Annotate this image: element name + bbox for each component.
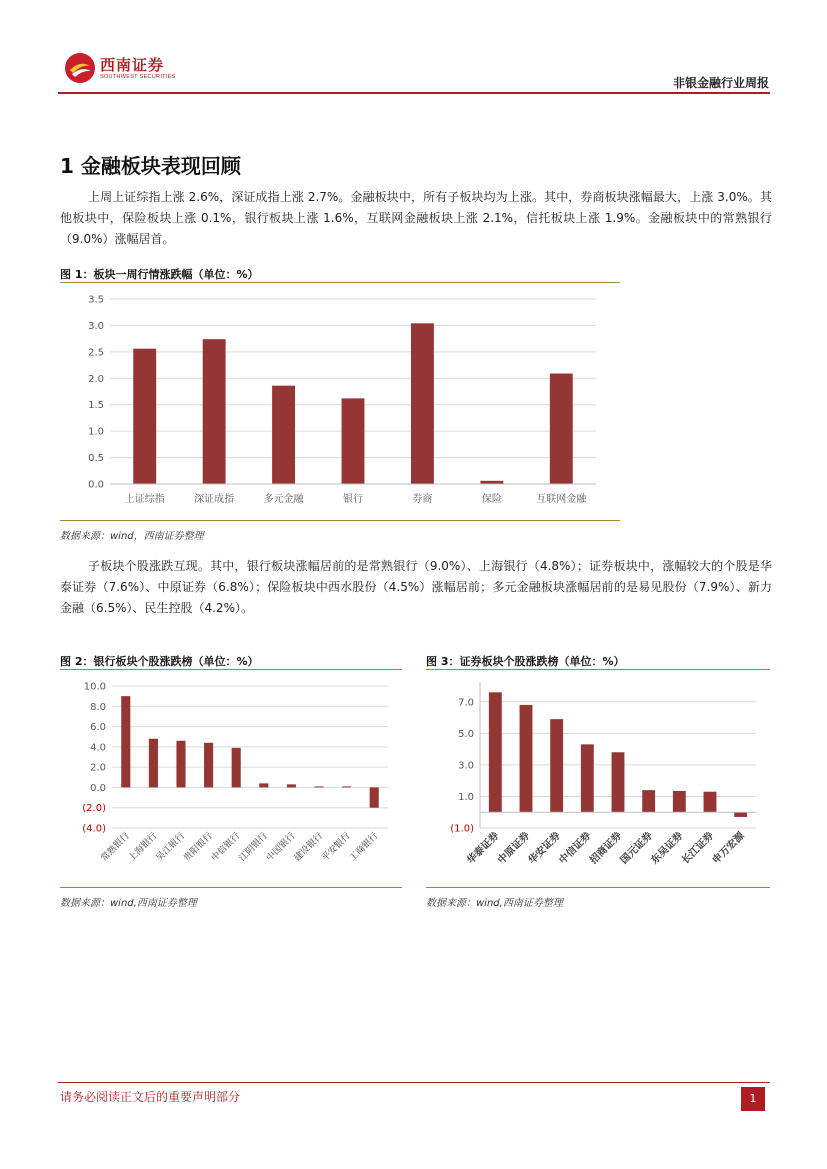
figure-2-source: 数据来源：wind,西南证券整理 (60, 898, 197, 909)
x-tick-label: 平安银行 (320, 831, 353, 864)
y-tick-label: 3.0 (458, 760, 474, 772)
footer-divider (58, 1082, 770, 1083)
company-logo-icon (64, 52, 96, 84)
y-tick-label: 0.0 (90, 782, 106, 794)
bar (704, 792, 717, 813)
y-tick-label: 1.0 (458, 791, 474, 803)
footer-notice: 请务必阅读正文后的重要声明部分 (60, 1090, 241, 1104)
x-tick-label: 常熟银行 (99, 831, 132, 864)
y-tick-label: 3.5 (88, 294, 104, 306)
report-title: 非银金融行业周报 (672, 76, 769, 90)
bar (287, 784, 296, 787)
bar (642, 790, 655, 812)
bar (520, 705, 533, 812)
x-tick-label: 长江证券 (680, 830, 717, 867)
x-tick-label: 多元金融 (263, 494, 304, 505)
bar (411, 323, 434, 484)
figure-1-bottom-rule (60, 520, 620, 521)
y-tick-label: 2.0 (90, 762, 106, 774)
page-number: 1 (741, 1087, 765, 1111)
y-tick-label: (1.0) (450, 823, 474, 835)
figure-1-source: 数据来源：wind，西南证券整理 (60, 531, 204, 542)
x-tick-label: 银行 (343, 494, 363, 505)
x-tick-label: 保险 (481, 494, 502, 505)
intro-paragraph: 上周上证综指上涨 2.6%，深证成指上涨 2.7%。金融板块中，所有子板块均为上涨。其中，券商板块涨幅最大，上涨 3.0%。其他板块中，保险板块上涨 0.1%，银行板块上涨 1.6%，互联网金融板块上涨 2.1%，信托板块上涨 1.9%。金融板块中的常熟银行（9.0%）涨幅居首。 (60, 190, 772, 246)
y-tick-label: 4.0 (90, 742, 106, 754)
bar (176, 741, 185, 788)
x-tick-label: 中原证券 (496, 830, 533, 867)
y-tick-label: (2.0) (82, 803, 106, 815)
y-tick-label: 10.0 (83, 681, 106, 693)
bar (342, 398, 365, 484)
y-tick-label: 1.5 (88, 400, 104, 412)
x-tick-label: 华泰证券 (465, 830, 502, 867)
bar (581, 744, 594, 812)
x-tick-label: 贵阳银行 (182, 831, 215, 864)
x-tick-label: 上证综指 (124, 494, 165, 505)
figure-1-title: 图 1：板块一周行情涨跌幅（单位：%） (60, 268, 259, 281)
y-tick-label: 2.0 (88, 373, 104, 385)
x-tick-label: 吴江银行 (154, 831, 188, 864)
y-tick-label: 5.0 (458, 728, 474, 740)
x-tick-label: 上海银行 (126, 831, 160, 864)
bar (204, 743, 213, 788)
figure-1-bar-chart (60, 283, 620, 519)
y-tick-label: (4.0) (82, 823, 106, 835)
bar (272, 386, 295, 484)
bar (489, 692, 502, 812)
x-tick-label: 中国银行 (264, 831, 298, 864)
figure-2-bottom-rule (60, 887, 402, 888)
bar (550, 719, 563, 812)
y-tick-label: 2.5 (88, 347, 104, 359)
logo-chinese-name: 西南证券 (100, 56, 165, 74)
y-tick-label: 6.0 (90, 722, 106, 734)
x-tick-label: 东吴证券 (649, 830, 686, 867)
y-tick-label: 0.5 (88, 453, 104, 465)
bar (133, 349, 156, 484)
x-tick-label: 中信证券 (557, 830, 594, 867)
x-tick-label: 工商银行 (347, 831, 381, 864)
x-tick-label: 招商证券 (588, 830, 625, 867)
bar (232, 748, 241, 788)
bar (550, 374, 573, 484)
x-tick-label: 券商 (412, 494, 433, 505)
header-divider (58, 92, 770, 94)
x-tick-label: 中信银行 (209, 831, 243, 864)
figure-2-title: 图 2：银行板块个股涨跌榜（单位：%） (60, 655, 259, 668)
y-tick-label: 3.0 (88, 320, 104, 332)
x-tick-label: 国元证券 (618, 830, 655, 867)
y-tick-label: 0.0 (88, 479, 104, 491)
bar (342, 786, 351, 787)
bar (612, 752, 625, 812)
bar (121, 696, 130, 787)
x-tick-label: 申万宏源 (710, 830, 747, 867)
figure-3-bottom-rule (426, 887, 770, 888)
x-tick-label: 江阴银行 (237, 831, 270, 864)
y-tick-label: 7.0 (458, 697, 474, 709)
figure-2-bar-chart (60, 670, 402, 886)
x-tick-label: 互联网金融 (536, 494, 587, 505)
bar (203, 339, 226, 484)
figure-3-source: 数据来源：wind,西南证券整理 (426, 898, 563, 909)
bar (314, 786, 323, 787)
figure-3-bar-chart (426, 670, 770, 886)
bar (259, 783, 268, 787)
section-heading: 1 金融板块表现回顾 (60, 154, 241, 178)
bar (734, 812, 747, 817)
x-tick-label: 深证成指 (194, 494, 235, 505)
logo-english-name: SOUTHWEST SECURITIES (100, 74, 176, 80)
bar (370, 787, 379, 807)
y-tick-label: 1.0 (88, 426, 104, 438)
stocks-paragraph: 子板块个股涨跌互现。其中，银行板块涨幅居前的是常熟银行（9.0%）、上海银行（4.8%）；证券板块中，涨幅较大的个股是华泰证券（7.6%）、中原证券（6.8%）；保险板块中西水股份（4.5%）涨幅居前；多元金融板块涨幅居前的是易见股份（7.9%）、新力金融（6.5%）、民生控股（4.2%）。 (60, 559, 772, 615)
y-tick-label: 8.0 (90, 701, 106, 713)
bar (673, 791, 686, 812)
x-tick-label: 华安证券 (526, 830, 563, 867)
bar (149, 739, 158, 788)
figure-3-title: 图 3：证券板块个股涨跌榜（单位：%） (426, 655, 625, 668)
x-tick-label: 建设银行 (292, 831, 326, 864)
